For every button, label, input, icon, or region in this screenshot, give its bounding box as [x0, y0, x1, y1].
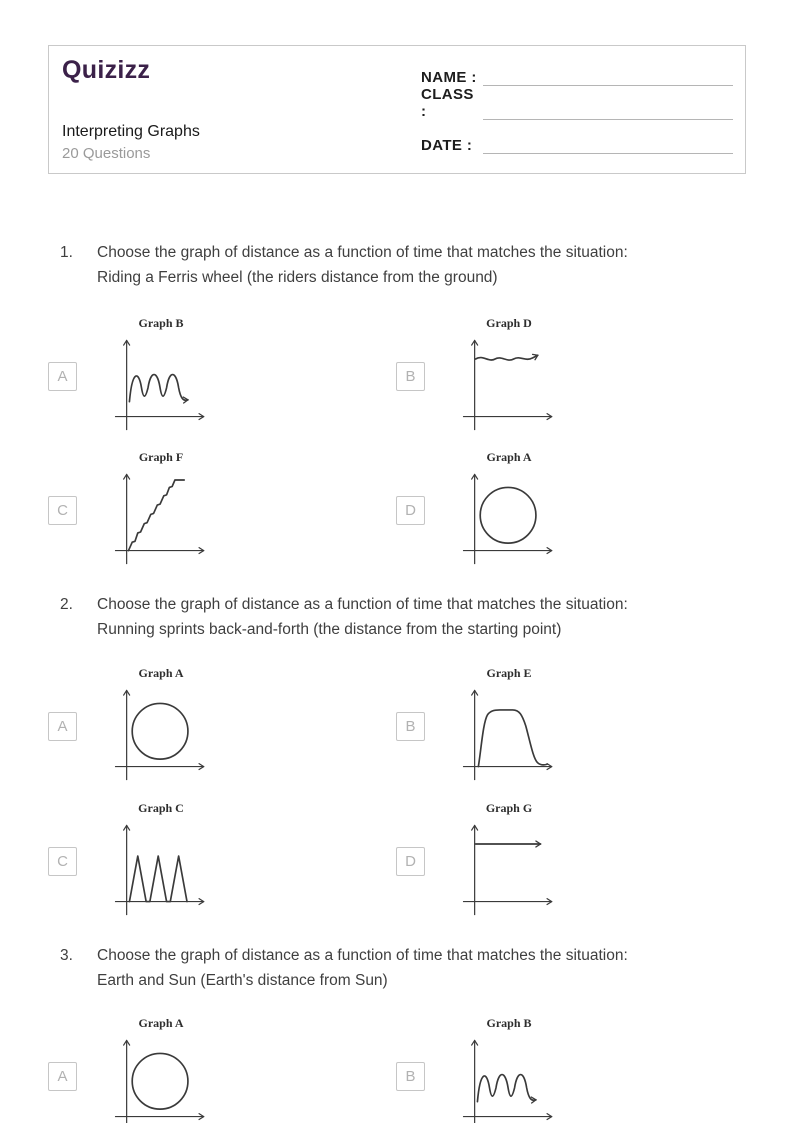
question-prompt-line2: Earth and Sun (Earth's distance from Sun) — [97, 972, 388, 989]
graph-label: Graph B — [486, 1015, 532, 1030]
graph-label: Graph A — [138, 1015, 184, 1030]
question-2-option-b — [396, 666, 565, 786]
question-3 — [60, 943, 750, 993]
graph-label: Graph A — [138, 665, 184, 680]
option-letter-a[interactable]: A — [48, 712, 77, 741]
class-input-line — [483, 99, 733, 120]
graph-periodic-smooth-humps-icon — [457, 1033, 561, 1123]
question-prompt-line1: Choose the graph of distance as a function of time that matches the situation: — [97, 244, 628, 261]
question-1-option-d — [396, 450, 565, 570]
question-count: 20 Questions — [62, 145, 151, 162]
question-prompt-line2: Riding a Ferris wheel (the riders distance from the ground) — [97, 269, 498, 286]
graph-label: Graph D — [486, 315, 532, 330]
question-2-option-d — [396, 801, 565, 921]
graph-circle-icon — [109, 1033, 213, 1123]
name-field-row — [421, 62, 733, 86]
question-3-option-a — [48, 1016, 217, 1123]
option-letter-b[interactable]: B — [396, 362, 425, 391]
graph-triangle-waves-icon — [109, 818, 213, 922]
graph-wavy-horizontal-line-icon — [457, 333, 561, 437]
question-prompt-line2: Running sprints back-and-forth (the distance from the starting point) — [97, 621, 562, 638]
question-1 — [60, 240, 750, 290]
graph-rise-plateau-fall-icon — [457, 683, 561, 787]
graph-increasing-staircase-icon — [109, 467, 213, 571]
graph-label: Graph G — [485, 800, 533, 815]
name-label: NAME : — [421, 69, 477, 86]
question-1-option-a — [48, 316, 217, 436]
option-letter-d[interactable]: D — [396, 847, 425, 876]
worksheet-title: Interpreting Graphs — [62, 123, 200, 140]
class-label: CLASS : — [421, 86, 474, 120]
date-label: DATE : — [421, 137, 473, 154]
option-letter-d[interactable]: D — [396, 496, 425, 525]
graph-label: Graph F — [138, 449, 184, 464]
question-prompt-line1: Choose the graph of distance as a function of time that matches the situation: — [97, 947, 628, 964]
question-1-option-c — [48, 450, 217, 570]
question-1-option-b — [396, 316, 565, 436]
question-number: 2. — [60, 596, 73, 613]
graph-label: Graph A — [486, 449, 532, 464]
question-2-option-c — [48, 801, 217, 921]
question-number: 3. — [60, 947, 73, 964]
graph-label: Graph C — [138, 800, 184, 815]
question-2-option-a — [48, 666, 217, 786]
option-letter-c[interactable]: C — [48, 496, 77, 525]
graph-label: Graph E — [486, 665, 532, 680]
option-letter-b[interactable]: B — [396, 1062, 425, 1091]
date-input-line — [483, 133, 733, 154]
name-input-line — [483, 65, 733, 86]
question-3-option-b — [396, 1016, 565, 1123]
question-prompt-line1: Choose the graph of distance as a function of time that matches the situation: — [97, 596, 628, 613]
worksheet-header — [48, 45, 746, 174]
option-letter-a[interactable]: A — [48, 362, 77, 391]
option-letter-c[interactable]: C — [48, 847, 77, 876]
quizizz-logo: Quizizz — [62, 56, 151, 84]
date-field-row — [421, 130, 733, 154]
question-number: 1. — [60, 244, 73, 261]
graph-circle-icon — [109, 683, 213, 787]
class-field-row — [421, 86, 733, 120]
graph-label: Graph B — [138, 315, 184, 330]
option-letter-b[interactable]: B — [396, 712, 425, 741]
header-fields — [421, 62, 733, 164]
graph-horizontal-line-icon — [457, 818, 561, 922]
option-letter-a[interactable]: A — [48, 1062, 77, 1091]
graph-circle-icon — [457, 467, 561, 571]
question-2 — [60, 592, 750, 642]
graph-periodic-smooth-humps-icon — [109, 333, 213, 437]
